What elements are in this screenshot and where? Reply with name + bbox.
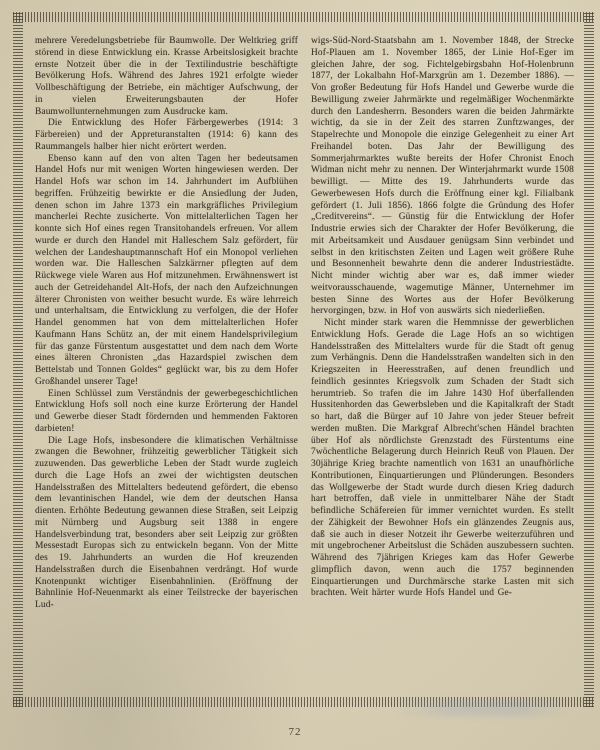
text-area: [35, 36, 575, 612]
paragraph: Die Lage Hofs, insbesondere die klimatischen Verhältnisse zwangen die Bewohner, frühzeitig gewerblicher Tätigkeit sich zuzuwenden. Das gewerbliche Leben der Stadt wurde zugleich durch die Lage Hofs an zwei der wichtigsten deutschen Handelsstraßen des Mittelalters bedeutend gefördert, die ebenso dem levantinischen Handel, wie dem der deutschen Hansa dienten. Erhöhte Bedeutung gewannen diese Straßen, seit Leipzig mit Nürnberg und Augsburg seit 1388 in engere Handelsverbindung trat, besonders aber seit Leipzig zur größten Messestadt Europas sich zu entwickeln begann. Von der Mitte des 19. Jahrhunderts an wurden die Hof kreuzenden Handelsstraßen durch die Eisenbahnen verdrängt. Hof wurde Knotenpunkt wichtiger Eisenbahnlinien. (Eröffnung der Bahnlinie Hof-Neuenmarkt als einer Teilstrecke der bayerischen Lud-: [35, 435, 298, 610]
page-border-top: [13, 12, 594, 22]
paragraph: Einen Schlüssel zum Verständnis der gewerbegeschichtlichen Entwicklung Hofs soll noch eine kurze Erörterung der Handel und Gewerbe dieser Stadt fördernden und hemmenden Faktoren darbieten!: [35, 388, 298, 434]
paragraph: Nicht minder stark waren die Hemmnisse der gewerblichen Entwicklung Hofs. Gerade die Lage Hofs an so wichtigen Handelsstraßen des Mittelalters wurde für die Stadt oft genug zum Verhängnis. Denn die Handelsstraßen wandelten sich in den Kriegszeiten in Heeresstraßen, auf denen freundlich und feindlich gesinntes Kriegsvolk zum Schaden der Stadt sich herumtrieb. So trafen die im Jahre 1430 Hof überfallenden Hussitenhorden das Gewerbsleben und die Kapitalkraft der Stadt so hart, daß die Bürger auf 10 Jahre von jeder Steuer befreit werden mußten. Die Markgraf Albrecht'schen Händel brachten über Hof als nördlichste Grenzstadt des Fürstentums eine 7wöchentliche Belagerung durch Heinrich Reuß von Plauen. Der 30jährige Krieg brachte namentlich von 1631 an unaufhörliche Kontributionen, Einquartierungen und Plünderungen. Besonders das Wollgewerbe der Stadt wurde durch diesen Krieg dadurch hart betroffen, daß viele in unmittelbarer Nähe der Stadt befindliche Schäfereien für immer vernichtet wurden. Es stellt der Zähigkeit der Bewohner Hofs ein glänzendes Zeugnis aus, daß sie auch in dieser Notzeit ihr Gewerbe weiterzuführen und mit ungebrochener Arbeitslust die Schäden auszubessern suchten. Während des 7jährigen Krieges kam das Hofer Gewerbe glimpflich davon, wenn auch die 1757 beginnenden Einquartierungen und Durchmärsche starke Lasten mit sich brachten. Weit härter wurde Hofs Handel und Ge-: [311, 318, 574, 599]
paragraph: Ebenso kann auf den von alten Tagen her bedeutsamen Handel Hofs nur mit wenigen Worten hingewiesen werden. Der Handel Hofs war schon im 14. Jahrhundert im Aufblühen begriffen. Frühzeitig bewirkte er die Ansiedlung der Juden, denen schon im Jahre 1373 ein markgräfliches Privilegium mancherlei Rechte zusicherte. Von mittelalterlichen Tagen her konnte sich Hof eines regen Transitohandels erfreuen. Vor allem wurde er durch den Handel mit Halleschem Salz gefördert, für welchen der Landeshauptmannschaft Hof ein Monopol verliehen worden war. Die Halleschen Salzkärrner pflegten auf dem Rückwege viele Waren aus Hof mitzunehmen. Erwähnenswert ist auch der Getreidehandel Alt-Hofs, der nach den Aufzeichnungen älterer Chronisten von weither besucht wurde. Es wäre lehrreich und unterhaltsam, die Entwicklung zu verfolgen, die der Hofer Handel genommen hat von dem mittelalterlichen Hofer Kaufmann Hans Schütz an, der mit einem Handelsprivilegium für das ganze Fürstentum ausgestattet und dem nach dem Worte eines älteren Chronisten „das Hazardspiel zwischen dem Bettelstab und Tonnen Goldes“ geglückt war, bis zu dem Hofer Großhandel unserer Tage!: [35, 153, 298, 387]
paragraph: Die Entwicklung des Hofer Färbergewerbes (1914: 3 Färbereien) und der Appreturanstalten (1914: 6) kann des Raummangels halber hier nicht erörtert werden.: [35, 118, 298, 152]
page-border-right: [584, 12, 594, 707]
right-column: [311, 36, 574, 612]
page-number: 72: [288, 726, 302, 738]
faint-watermark-smudge: [395, 700, 570, 716]
paragraph: mehrere Veredelungsbetriebe für Baumwolle. Der Weltkrieg griff störend in diese Entwicklung ein. Krasse Arbeitslosigkeit brachte ernste Notzeit über die in der Textilindustrie beschäftigte Bevölkerung Hofs. Während des Jahres 1921 erfolgte wieder Vollbeschäftigung der Betriebe, ein mächtiger Aufschwung, der in vielen Erweiterungsbauten der Hofer Baumwollunternehmungen zum Ausdrucke kam.: [35, 36, 298, 117]
left-column: [35, 36, 298, 612]
paragraph: wigs-Süd-Nord-Staatsbahn am 1. November 1848, der Strecke Hof-Plauen am 1. November 1865, der Linie Hof-Eger im gleichen Jahre, der sog. Fichtelgebirgsbahn Hof-Holenbrunn 1877, der Lokalbahn Hof-Marxgrün am 1. Dezember 1886). — Von großer Bedeutung für Hofs Handel und Gewerbe wurde die Bewilligung zweier Jahrmärkte und regelmäßiger Wochenmärkte durch den Landesherrn. Besonders waren die beiden Jahrmärkte wichtig, da sie in der Zeit des starren Zunftzwanges, der Stapelrechte und Monopole die einzige Gelegenheit zu einer Art Freihandel boten. Das Jahr der Bewilligung des Sommerjahrmarktes wußte bereits der Hofer Chronist Enoch Widman nicht mehr zu nennen. Der Winterjahrmarkt wurde 1508 bewilligt. — Mitte des 19. Jahrhunderts wurde das Gewerbewesen Hofs durch die Eröffnung einer kgl. Filialbank gefördert (1. Juli 1856). 1866 folgte die Gründung des Hofer „Creditvereins“. — Günstig für die Entwicklung der Hofer Industrie erwies sich der Charakter der Hofer Bevölkerung, die mit Arbeitsamkeit und Ausdauer genügsam Sinn verbindet und selbst in den kritischsten Zeiten und Lagen weit größere Ruhe und Besonnenheit bewahrte denn die anderer Industriestädte. Nicht minder wichtig aber war es, daß immer wieder weitvorausschauende, wagemutige Männer, Unternehmer im besten Sinne des Wortes aus der Hofer Bevölkerung hervorgingen, bzw. in Hof von auswärts sich niederließen.: [311, 36, 574, 317]
page-border-left: [13, 12, 23, 707]
